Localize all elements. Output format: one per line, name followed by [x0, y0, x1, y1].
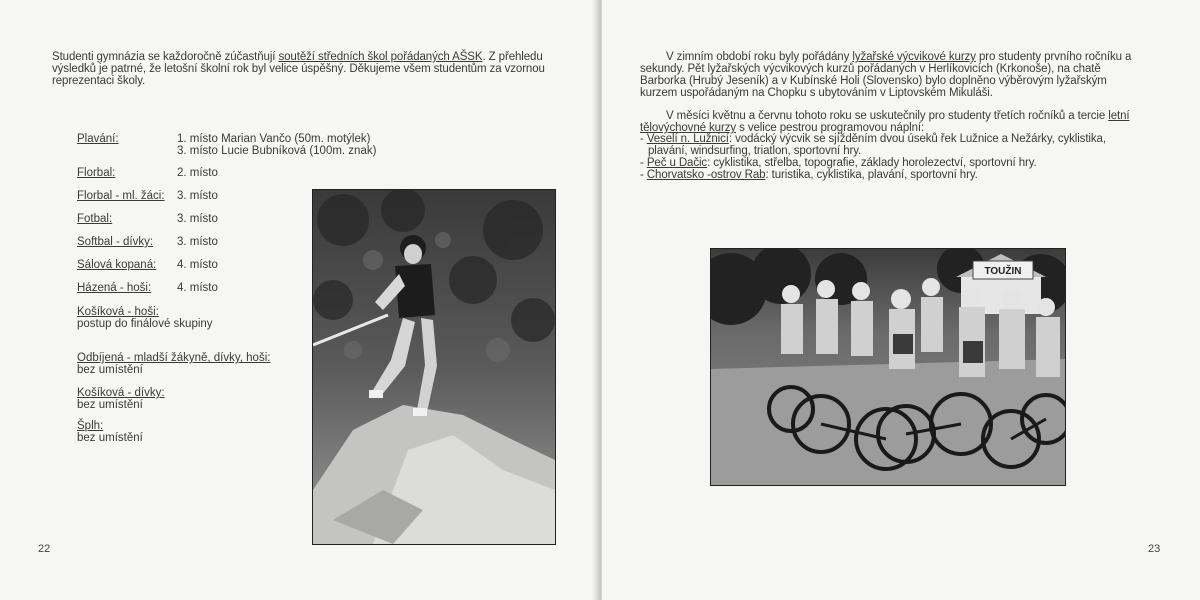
- place-link[interactable]: Veselí n. Lužnicí: [646, 133, 729, 145]
- result-label-futsal[interactable]: Sálová kopaná:: [77, 259, 157, 271]
- result-value: 1. místo Marian Vančo (50m. motýlek): [177, 133, 371, 145]
- intro-paragraph: [52, 51, 562, 87]
- result-label-florbal-juniors[interactable]: Florbal - ml. žáci:: [77, 190, 165, 202]
- result-label-handball[interactable]: Házená - hoši:: [77, 282, 152, 294]
- ski-courses-link[interactable]: lyžařské výcvikové kurzy: [852, 51, 976, 63]
- list-dash: -: [640, 133, 647, 145]
- result-block-volleyball: [77, 352, 270, 376]
- intro-text-end: . Z přehledu výsledků je patrné, že letošní školní rok byl velice úspěšný. Děkujeme všem studentům za vzornou reprezentaci školy.: [52, 51, 545, 87]
- photo-sign-text: TOUŽIN: [984, 266, 1022, 277]
- list-item: [640, 133, 1144, 157]
- result-block-basketball-boys: [77, 306, 213, 330]
- result-value: 2. místo: [177, 167, 218, 179]
- result-value: bez umístění: [77, 364, 143, 376]
- intro-text: Studenti gymnázia se každoročně zúčastňují: [52, 51, 279, 63]
- summer-courses-paragraph: [640, 110, 1144, 134]
- para-text: V měsíci květnu a červnu tohoto roku se uskutečnily pro studenty třetích ročníků a tercie: [666, 110, 1109, 122]
- result-value: 4. místo: [177, 282, 218, 294]
- result-block-rope-climb: [77, 420, 143, 444]
- para-text-end: pro studenty prvního ročníku a sekundy. Pět lyžařských výcvikových kurzů pořádaných v Herlíkovicích (Krkonoše), na chatě Barborka (Hrubý Jeseník) a v Kubínské Holi (Slovensko) bylo doplněno výběrovým lyžařským kurzem uspořádaným na Chopku s ubytováním v Liptovském Mikuláši.: [640, 51, 1132, 99]
- list-dash: -: [640, 157, 647, 169]
- list-item: [640, 157, 1144, 169]
- list-item-text: : vodácký výcvik se sjížděním dvou úseků řek Lužnice a Nežárky, cyklistika, plavání, windsurfing, triatlon, sportovní hry.: [648, 133, 1106, 157]
- left-page: [0, 0, 598, 600]
- climbing-photo: [312, 189, 556, 545]
- list-dash: -: [640, 169, 647, 181]
- result-label-florbal[interactable]: Florbal:: [77, 167, 116, 179]
- page-number-right: 23: [1148, 543, 1161, 555]
- page-number-left: 22: [38, 543, 51, 555]
- result-value: 3. místo Lucie Bubníková (100m. znak): [177, 145, 377, 157]
- course-list: [640, 133, 1144, 181]
- result-value: 3. místo: [177, 213, 218, 225]
- result-value: 3. místo: [177, 190, 218, 202]
- result-label[interactable]: Odbíjená - mladší žákyně, dívky, hoši:: [77, 352, 271, 364]
- result-value: 4. místo: [177, 259, 218, 271]
- place-link[interactable]: Chorvatsko -ostrov Rab: [646, 169, 766, 181]
- intro-link[interactable]: soutěží středních škol pořádaných AŠSK: [278, 51, 483, 63]
- result-label[interactable]: Košíková - dívky:: [77, 387, 165, 399]
- list-item: [640, 169, 1144, 181]
- summer-courses-link[interactable]: letní tělovýchovné kurzy: [640, 110, 1130, 134]
- list-item-text: : turistika, cyklistika, plavání, sportovní hry.: [765, 169, 978, 181]
- result-label[interactable]: Šplh:: [77, 420, 104, 432]
- result-label-swimming[interactable]: Plavání:: [77, 133, 119, 145]
- para-text-end: s velice pestrou programovou náplní:: [736, 122, 925, 134]
- result-value: bez umístění: [77, 399, 143, 411]
- result-block-basketball-girls: [77, 387, 165, 411]
- winter-courses-paragraph: [640, 51, 1144, 99]
- list-item-text: : cyklistika, střelba, topografie, základy horolezectví, sportovní hry.: [707, 157, 1037, 169]
- result-label-softball[interactable]: Softbal - dívky:: [77, 236, 154, 248]
- result-label-football[interactable]: Fotbal:: [77, 213, 113, 225]
- result-value: postup do finálové skupiny: [77, 318, 213, 330]
- result-value: bez umístění: [77, 432, 143, 444]
- place-link[interactable]: Peč u Dačic: [646, 157, 708, 169]
- result-label[interactable]: Košíková - hoši:: [77, 306, 159, 318]
- para-text: V zimním období roku byly pořádány: [666, 51, 853, 63]
- cyclists-photo: [710, 248, 1066, 486]
- result-value: 3. místo: [177, 236, 218, 248]
